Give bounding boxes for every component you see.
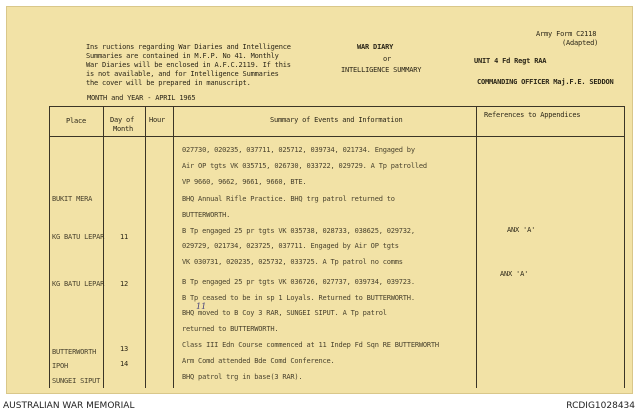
diary-title-or: or — [383, 55, 392, 63]
place-entry: SUNGEI SIPUT — [52, 377, 101, 385]
summary-line: Class III Edn Course commenced at 11 Indep Fd Sqn RE BUTTERWORTH — [182, 341, 439, 349]
summary-line: 027730, 020235, 037711, 025712, 039734, 021734. Engaged by — [182, 146, 415, 154]
header-place: Place — [66, 117, 87, 125]
table-left-rule — [49, 106, 50, 388]
footer-record-id: RCDIG1028434 — [566, 401, 635, 411]
place-entry: KG BATU LEPAR — [52, 280, 105, 288]
commanding-officer: COMMANDING OFFICER Maj.F.E. SEDDON — [477, 78, 614, 86]
place-entry: IPOH — [52, 362, 69, 370]
header-summary: Summary of Events and Information — [270, 116, 403, 124]
day-entry: 11 — [120, 233, 129, 241]
army-form-number: Army Form C2118 — [536, 30, 597, 38]
summary-line: B Tp engaged 25 pr tgts VK 036726, 027737, 039734, 039723. — [182, 278, 415, 286]
army-form-adapted: (Adapted) — [562, 39, 599, 47]
diary-title-war-diary: WAR DIARY — [357, 43, 394, 51]
summary-col-rule — [476, 106, 477, 388]
summary-line: returned to BUTTERWORTH. — [182, 325, 279, 333]
appendix-ref: ANX 'A' — [507, 226, 536, 234]
instructions-line-2: Summaries are contained in M.F.P. No 41. Monthly — [86, 52, 279, 60]
header-hour: Hour — [149, 116, 166, 124]
summary-line: BHQ Annual Rifle Practice. BHQ trg patrol returned to — [182, 195, 395, 203]
summary-line: VK 030731, 020235, 025732, 033725. A Tp patrol no comms — [182, 258, 403, 266]
header-month: Month — [113, 125, 134, 133]
instructions-line-5: the cover will be prepared in manuscript. — [86, 79, 251, 87]
summary-line: BHQ patrol trg in base(3 RAR). — [182, 373, 303, 381]
instructions-line-3: War Diaries will be enclosed in A.F.C.2119. If this — [86, 61, 291, 69]
header-references: References to Appendices — [484, 111, 581, 119]
summary-line: Air OP tgts VK 035715, 026730, 033722, 029729. A Tp patrolled — [182, 162, 427, 170]
day-col-rule — [145, 106, 146, 388]
summary-line: BHQ moved to B Coy 3 RAR, SUNGEI SIPUT. A Tp patrol — [182, 309, 387, 317]
summary-line: Arm Comd attended Bde Comd Conference. — [182, 357, 335, 365]
table-header-rule — [49, 136, 624, 137]
hour-col-rule — [173, 106, 174, 388]
header-day-of: Day of — [110, 116, 135, 124]
summary-line: B Tp ceased to be in sp 1 Loyals. Returned to BUTTERWORTH. — [182, 294, 415, 302]
instructions-line-4: is not available, and for Intelligence Summaries — [86, 70, 279, 78]
summary-line: B Tp engaged 25 pr tgts VK 035738, 028733, 038625, 029732, — [182, 227, 415, 235]
summary-line: BUTTERWORTH. — [182, 211, 231, 219]
appendix-ref: ANX 'A' — [500, 270, 529, 278]
table-right-rule — [624, 106, 625, 388]
summary-line: VP 9660, 9662, 9661, 9660, BTE. — [182, 178, 307, 186]
place-col-rule — [103, 106, 104, 388]
place-entry: BUTTERWORTH — [52, 348, 97, 356]
day-entry: 13 — [120, 345, 129, 353]
handwritten-annotation: 11 — [196, 302, 207, 311]
table-top-rule — [49, 106, 624, 107]
summary-line: 029729, 021734, 023725, 037711. Engaged by Air OP tgts — [182, 242, 399, 250]
diary-title-intelligence: INTELLIGENCE SUMMARY — [341, 66, 422, 74]
unit-name: UNIT 4 Fd Regt RAA — [474, 57, 547, 65]
footer-credit: AUSTRALIAN WAR MEMORIAL — [3, 401, 135, 411]
day-entry: 14 — [120, 360, 129, 368]
day-entry: 12 — [120, 280, 129, 288]
place-entry: BUKIT MERA — [52, 195, 93, 203]
month-and-year: MONTH and YEAR - APRIL 1965 — [87, 94, 196, 102]
instructions-line-1: Ins ructions regarding War Diaries and Intelligence — [86, 43, 291, 51]
place-entry: KG BATU LEPAR — [52, 233, 105, 241]
